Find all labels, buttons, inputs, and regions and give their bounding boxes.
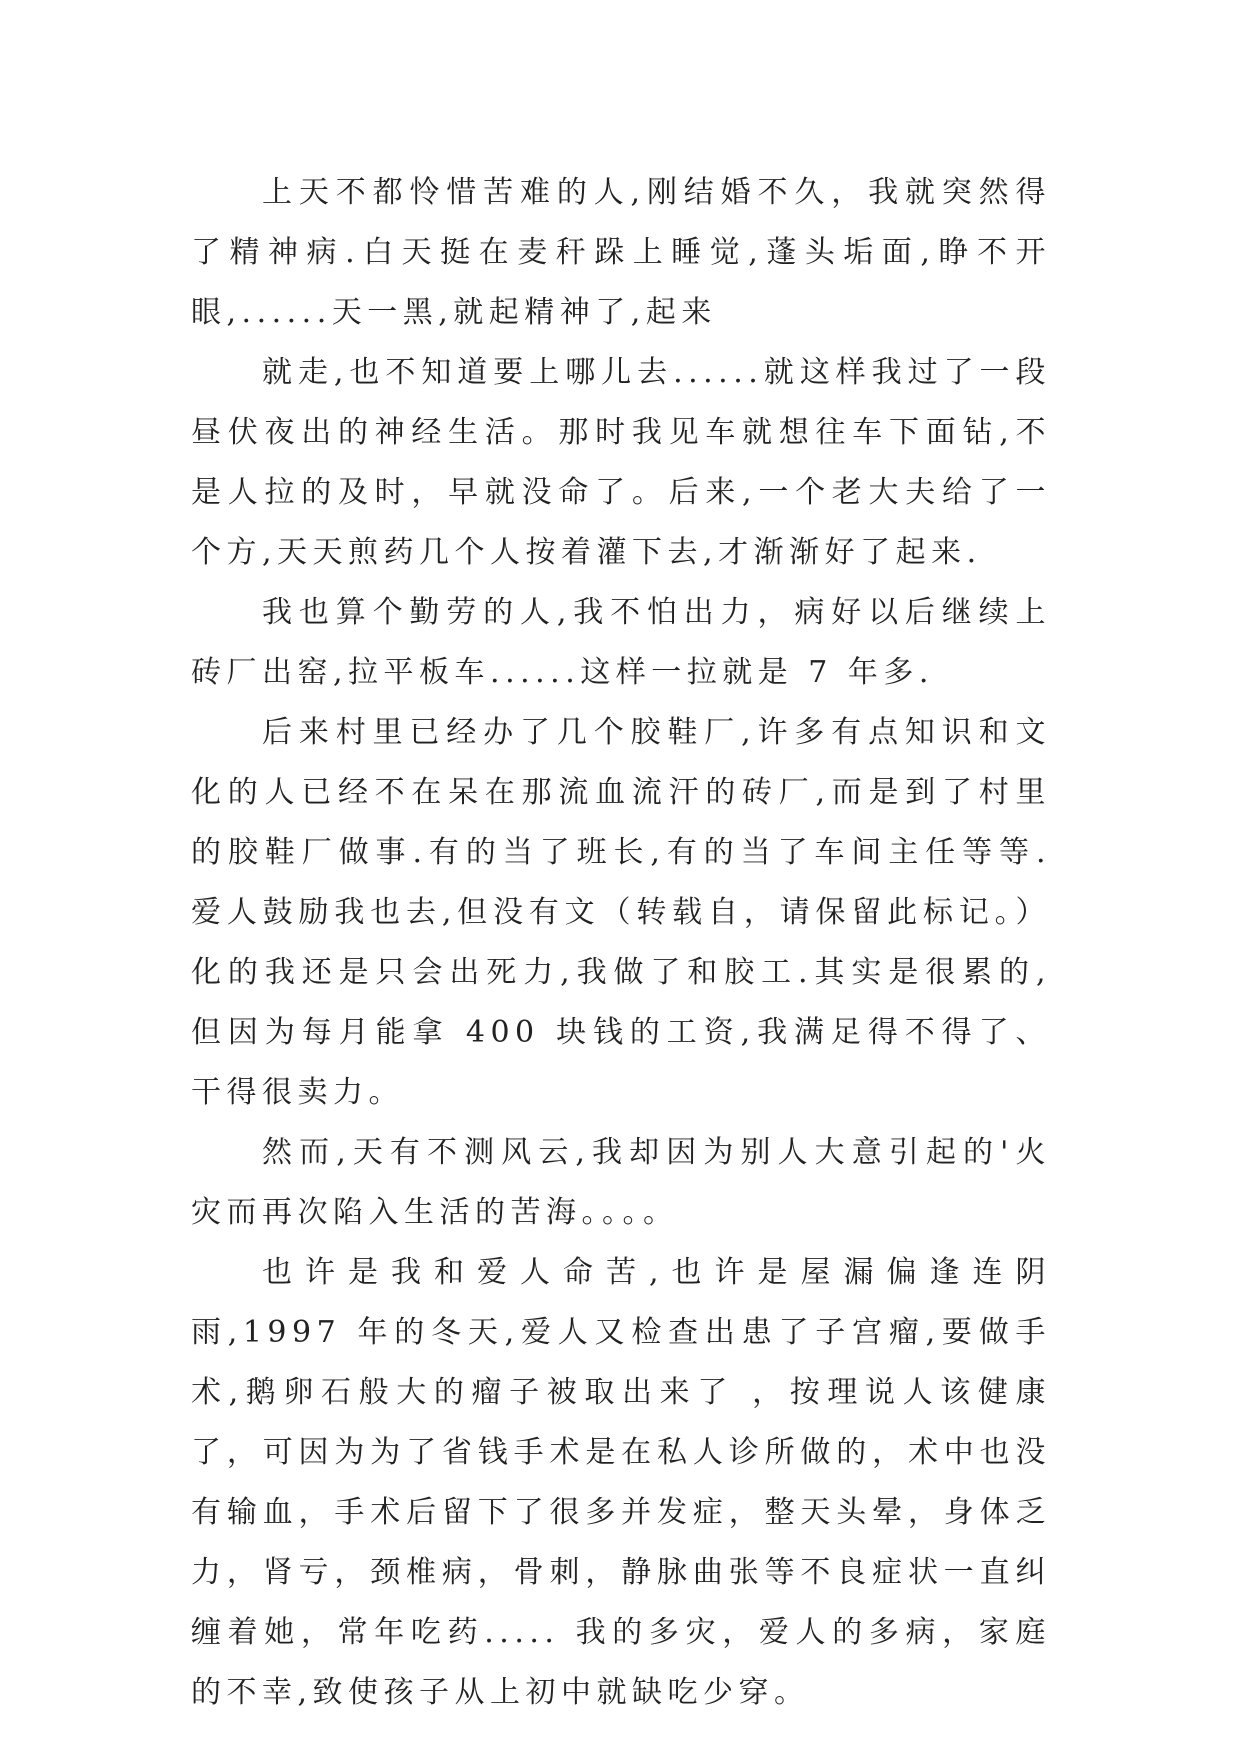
paragraph: 我也算个勤劳的人,我不怕出力，病好以后继续上砖厂出窑,拉平板车......这样一拉就是 7 年多. [191,595,1051,690]
paragraph: 然而,天有不测风云,我却因为别人大意引起的'火灾而再次陷入生活的苦海。。。。 [191,1135,1051,1230]
paragraph: 上天不都怜惜苦难的人,刚结婚不久，我就突然得了精神病.白天挺在麦秆跺上睡觉,蓬头垢面,睁不开眼,......天一黑,就起精神了,起来 [191,175,1051,330]
paragraph: 后来村里已经办了几个胶鞋厂,许多有点知识和文化的人已经不在呆在那流血流汗的砖厂,而是到了村里的胶鞋厂做事.有的当了班长,有的当了车间主任等等.爱人鼓励我也去,但没有文（转载自，请保留此标记。）化的我还是只会出死力,我做了和胶工.其实是很累的,但因为每月能拿 400 块钱的工资,我满足得不得了、干得很卖力。 [191,715,1051,1110]
document-body [191,163,1051,1723]
paragraph: 也许是我和爱人命苦,也许是屋漏偏逢连阴雨,1997 年的冬天,爱人又检查出患了子宫瘤,要做手术,鹅卵石般大的瘤子被取出来了 ，按理说人该健康了，可因为为了省钱手术是在私人诊所做的，术中也没有输血，手术后留下了很多并发症，整天头晕，身体乏力，肾亏，颈椎病，骨刺，静脉曲张等不良症状一直纠缠着她，常年吃药..... 我的多灾，爱人的多病，家庭的不幸,致使孩子从上初中就缺吃少穿。 [191,1255,1051,1710]
paragraph: 就走,也不知道要上哪儿去......就这样我过了一段昼伏夜出的神经生活。那时我见车就想往车下面钻,不是人拉的及时，早就没命了。后来,一个老大夫给了一个方,天天煎药几个人按着灌下去,才渐渐好了起来. [191,355,1051,570]
